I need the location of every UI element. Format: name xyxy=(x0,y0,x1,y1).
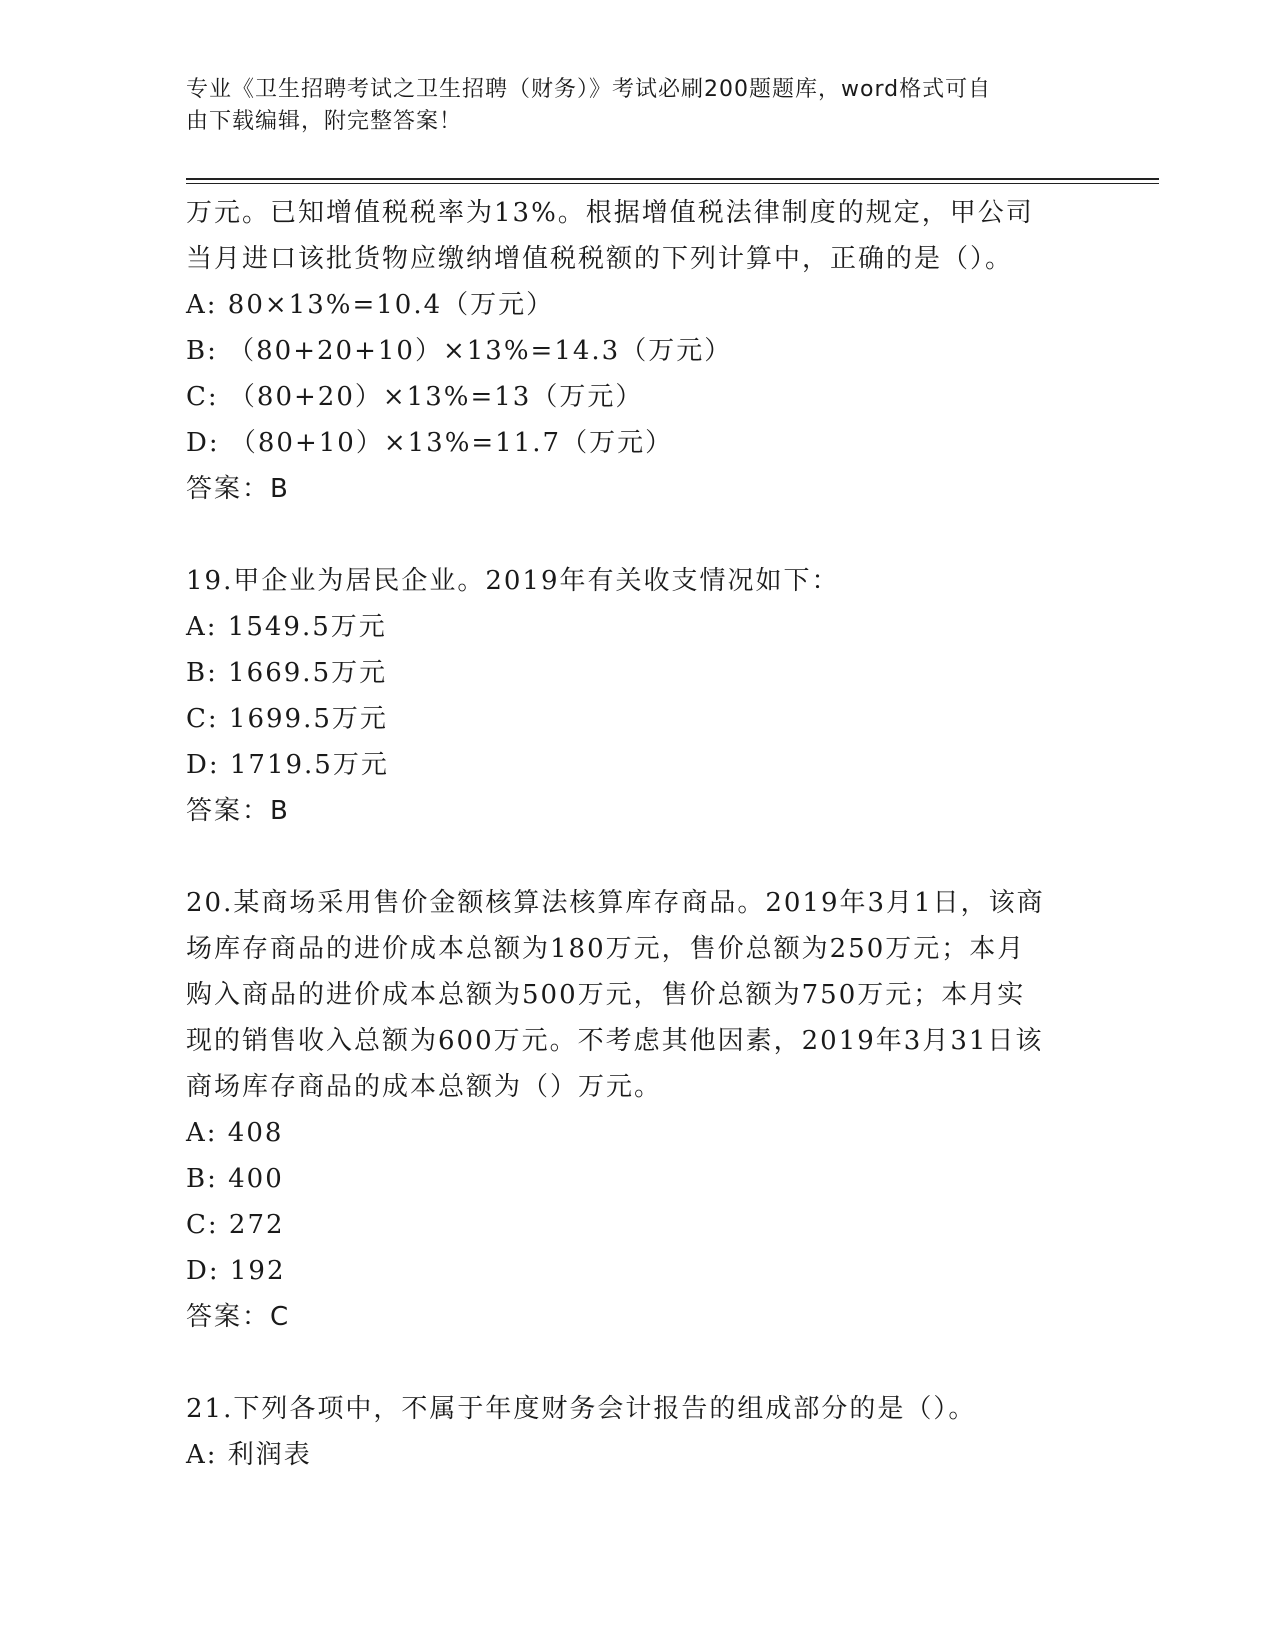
question-19 xyxy=(186,558,1086,834)
question-18 xyxy=(186,190,1086,512)
question-stem-line: 购入商品的进价成本总额为500万元，售价总额为750万元；本月实 xyxy=(186,980,1026,1010)
header-line-1: 专业《卫生招聘考试之卫生招聘（财务）》考试必刷200题题库，word格式可自 xyxy=(186,77,992,102)
spacer xyxy=(186,1340,1086,1386)
answer-line: 答案：C xyxy=(186,1302,291,1332)
header-divider-thin xyxy=(186,183,1159,184)
question-stem-line: 19.甲企业为居民企业。2019年有关收支情况如下： xyxy=(186,566,840,596)
spacer xyxy=(186,834,1086,880)
question-stem-line: 万元。已知增值税税率为13%。根据增值税法律制度的规定，甲公司 xyxy=(186,198,1034,228)
option-d: D: （80+10）×13%=11.7（万元） xyxy=(186,428,674,458)
spacer xyxy=(186,512,1086,558)
question-stem-line: 21.下列各项中，不属于年度财务会计报告的组成部分的是（）。 xyxy=(186,1394,977,1424)
question-20 xyxy=(186,880,1086,1340)
question-content xyxy=(186,190,1086,1478)
answer-line: 答案：B xyxy=(186,474,290,504)
option-d: D: 1719.5万元 xyxy=(186,750,389,780)
question-stem-line: 商场库存商品的成本总额为（）万元。 xyxy=(186,1072,663,1102)
document-header xyxy=(186,74,1066,138)
option-d: D: 192 xyxy=(186,1256,286,1286)
header-line-2: 由下载编辑，附完整答案！ xyxy=(186,109,463,134)
question-stem-line: 现的销售收入总额为600万元。不考虑其他因素，2019年3月31日该 xyxy=(186,1026,1044,1056)
option-c: C: 1699.5万元 xyxy=(186,704,388,734)
option-a: A: 利润表 xyxy=(186,1440,312,1470)
question-stem-line: 20.某商场采用售价金额核算法核算库存商品。2019年3月1日，该商 xyxy=(186,888,1045,918)
header-divider-thick xyxy=(186,178,1159,180)
question-21 xyxy=(186,1386,1086,1478)
option-c: C: （80+20）×13%=13（万元） xyxy=(186,382,644,412)
answer-line: 答案：B xyxy=(186,796,290,826)
option-b: B: 1669.5万元 xyxy=(186,658,388,688)
option-a: A: 80×13%=10.4（万元） xyxy=(186,290,555,320)
option-b: B: （80+20+10）×13%=14.3（万元） xyxy=(186,336,733,366)
question-stem-line: 当月进口该批货物应缴纳增值税税额的下列计算中，正确的是（）。 xyxy=(186,244,1014,274)
option-a: A: 408 xyxy=(186,1118,284,1148)
option-a: A: 1549.5万元 xyxy=(186,612,387,642)
option-b: B: 400 xyxy=(186,1164,284,1194)
question-stem-line: 场库存商品的进价成本总额为180万元，售价总额为250万元；本月 xyxy=(186,934,1026,964)
option-c: C: 272 xyxy=(186,1210,285,1240)
